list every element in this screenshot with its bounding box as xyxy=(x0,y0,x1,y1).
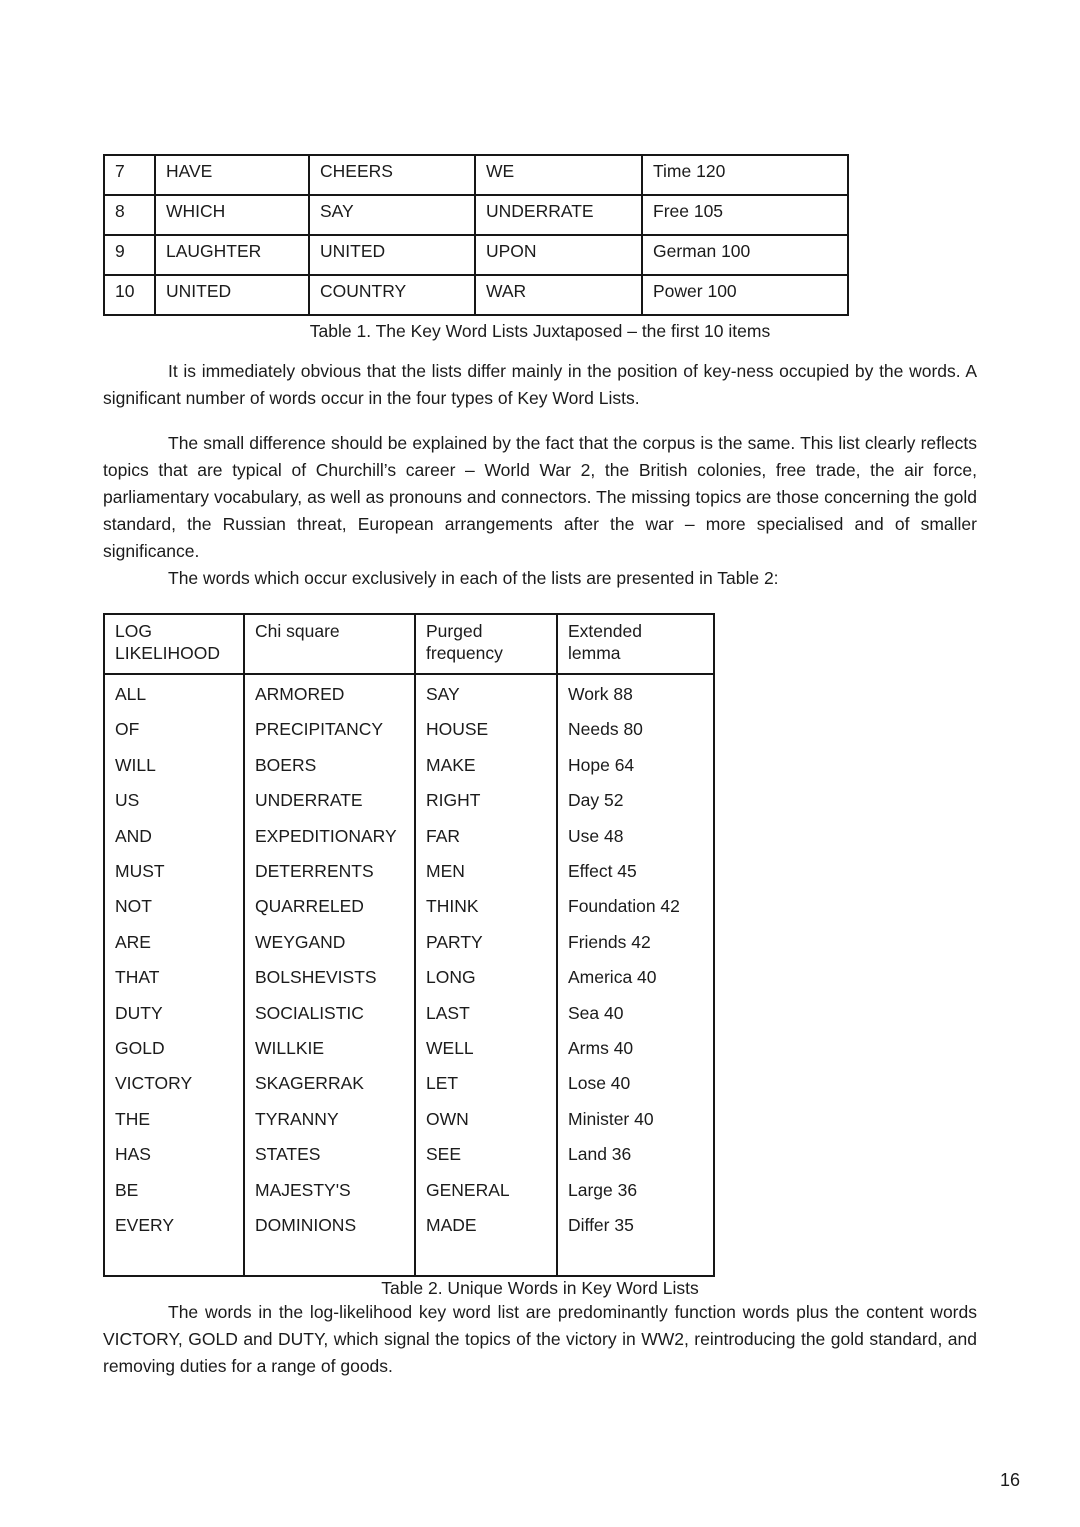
paragraph-1: It is immediately obvious that the lists differ mainly in the position of key-ness occupied by the words. A significant number of words occur in the four types of Key Word Lists. xyxy=(103,361,977,408)
word-item: SEE xyxy=(426,1144,462,1165)
table-2-header-cell xyxy=(244,614,415,674)
word-item: PARTY xyxy=(426,931,483,952)
word-item: WILLKIE xyxy=(255,1038,325,1059)
table-1-row xyxy=(104,275,848,315)
word-item: SAY xyxy=(426,684,460,704)
word-item: STATES xyxy=(255,1144,321,1165)
table-1-row xyxy=(104,235,848,275)
word-item: LAST xyxy=(426,1002,470,1023)
header-line: frequency xyxy=(426,643,503,663)
word-item: GENERAL xyxy=(426,1179,510,1200)
table-2-header-cell xyxy=(557,614,714,674)
word-item: BOERS xyxy=(255,754,317,775)
table-1-cell: Power 100 xyxy=(642,275,848,315)
table-1-cell: COUNTRY xyxy=(309,275,475,315)
word-item: LONG xyxy=(426,967,476,988)
word-item: WILL xyxy=(115,754,156,775)
table-1-cell: HAVE xyxy=(155,155,309,195)
table-1 xyxy=(103,154,849,316)
word-item: MUST xyxy=(115,861,165,882)
header-line: lemma xyxy=(568,643,621,663)
table-2-words-cell xyxy=(415,674,557,1276)
table-1-cell: 8 xyxy=(104,195,155,235)
table-1-cell: UNITED xyxy=(155,275,309,315)
table-2-words-cell xyxy=(557,674,714,1276)
word-item: Foundation 42 xyxy=(568,896,680,917)
word-item: EXPEDITIONARY xyxy=(255,825,397,846)
word-item: MAKE xyxy=(426,754,476,775)
table-2-header-cell xyxy=(104,614,244,674)
paragraph-4: The words in the log-likelihood key word list are predominantly function words plus the content words VICTORY, GOLD and DUTY, which signal the topics of the victory in WW2, reintroducing the gold standard, and removing duties for a range of goods. xyxy=(103,1302,977,1376)
table-2-header-cell xyxy=(415,614,557,674)
word-item: DETERRENTS xyxy=(255,861,374,882)
word-item: VICTORY xyxy=(115,1073,193,1094)
word-item: DUTY xyxy=(115,1002,163,1023)
word-item: THAT xyxy=(115,967,160,988)
word-item: ARMORED xyxy=(255,684,345,704)
word-item: OF xyxy=(115,719,140,740)
word-item: Day 52 xyxy=(568,790,624,811)
table-2-header-row xyxy=(104,614,714,674)
table-2-body-row xyxy=(104,674,714,1276)
word-item: SOCIALISTIC xyxy=(255,1002,364,1023)
word-item: UNDERRATE xyxy=(255,790,363,811)
word-item: Effect 45 xyxy=(568,861,637,882)
table-1-cell: Time 120 xyxy=(642,155,848,195)
word-item: QUARRELED xyxy=(255,896,364,917)
word-item: MEN xyxy=(426,861,465,882)
word-item: THINK xyxy=(426,896,479,917)
word-item: AND xyxy=(115,825,152,846)
paragraph-2: The small difference should be explained by the fact that the corpus is the same. This list clearly reflects topics that are typical of Churchill’s career – World War 2, the British colonies, free trade, the air force, parliamentary vocabulary, as well as pronouns and connectors. The missing topics are those concerning the gold standard, the Russian threat, European arrangements after the war – more specialised and of smaller significance. xyxy=(103,433,977,561)
header-line: Purged xyxy=(426,621,483,641)
word-item: US xyxy=(115,790,140,811)
word-item: Use 48 xyxy=(568,825,624,846)
header-line: LOG xyxy=(115,621,152,641)
header-line: LIKELIHOOD xyxy=(115,643,221,663)
word-item: Arms 40 xyxy=(568,1038,634,1059)
word-item: EVERY xyxy=(115,1215,175,1236)
table-1-cell: LAUGHTER xyxy=(155,235,309,275)
word-item: HOUSE xyxy=(426,719,489,740)
word-item: ALL xyxy=(115,684,147,704)
table-1-row xyxy=(104,155,848,195)
word-item: Sea 40 xyxy=(568,1002,624,1023)
word-item: LET xyxy=(426,1073,459,1094)
word-item: Differ 35 xyxy=(568,1215,634,1236)
table-1-cell: German 100 xyxy=(642,235,848,275)
word-item: America 40 xyxy=(568,967,657,988)
table-1-cell: 10 xyxy=(104,275,155,315)
word-item: PRECIPITANCY xyxy=(255,719,384,740)
word-item: TYRANNY xyxy=(255,1108,339,1129)
word-item: MADE xyxy=(426,1215,477,1236)
table-2 xyxy=(103,613,715,1277)
word-item: Land 36 xyxy=(568,1144,632,1165)
paragraph-3: The words which occur exclusively in each of the lists are presented in Table 2: xyxy=(168,568,779,588)
word-item: MAJESTY'S xyxy=(255,1179,351,1200)
word-item: NOT xyxy=(115,896,152,917)
word-item: BOLSHEVISTS xyxy=(255,967,377,988)
table-1-cell: UPON xyxy=(475,235,642,275)
word-item: HAS xyxy=(115,1144,151,1165)
header-line: Chi square xyxy=(255,621,340,641)
table-1-cell: 7 xyxy=(104,155,155,195)
word-item: Lose 40 xyxy=(568,1073,631,1094)
word-item: SKAGERRAK xyxy=(255,1073,364,1094)
word-item: GOLD xyxy=(115,1038,165,1059)
table-1-cell: UNITED xyxy=(309,235,475,275)
word-item: FAR xyxy=(426,825,461,846)
table-1-cell: WHICH xyxy=(155,195,309,235)
word-item: Needs 80 xyxy=(568,719,643,740)
page-number: 16 xyxy=(1000,1470,1021,1490)
table-1-cell: 9 xyxy=(104,235,155,275)
word-item: BE xyxy=(115,1179,139,1200)
word-item: WEYGAND xyxy=(255,931,346,952)
word-item: Large 36 xyxy=(568,1179,638,1200)
word-item: WELL xyxy=(426,1038,474,1059)
header-line: Extended xyxy=(568,621,642,641)
table-1-row xyxy=(104,195,848,235)
table-1-caption: Table 1. The Key Word Lists Juxtaposed – the first 10 items xyxy=(309,321,771,341)
word-item: ARE xyxy=(115,931,151,952)
table-1-cell: UNDERRATE xyxy=(475,195,642,235)
word-item: Work 88 xyxy=(568,684,633,704)
word-item: OWN xyxy=(426,1108,469,1129)
word-item: Minister 40 xyxy=(568,1108,654,1129)
table-2-words-cell xyxy=(244,674,415,1276)
word-item: RIGHT xyxy=(426,790,481,811)
table-1-cell: Free 105 xyxy=(642,195,848,235)
word-item: Hope 64 xyxy=(568,754,635,775)
table-2-caption: Table 2. Unique Words in Key Word Lists xyxy=(381,1278,699,1298)
table-1-cell: SAY xyxy=(309,195,475,235)
table-1-body xyxy=(104,155,848,315)
table-2-words-cell xyxy=(104,674,244,1276)
table-1-cell: WE xyxy=(475,155,642,195)
word-item: THE xyxy=(115,1108,150,1129)
word-item: Friends 42 xyxy=(568,931,651,952)
table-1-cell: WAR xyxy=(475,275,642,315)
table-1-cell: CHEERS xyxy=(309,155,475,195)
word-item: DOMINIONS xyxy=(255,1215,357,1236)
